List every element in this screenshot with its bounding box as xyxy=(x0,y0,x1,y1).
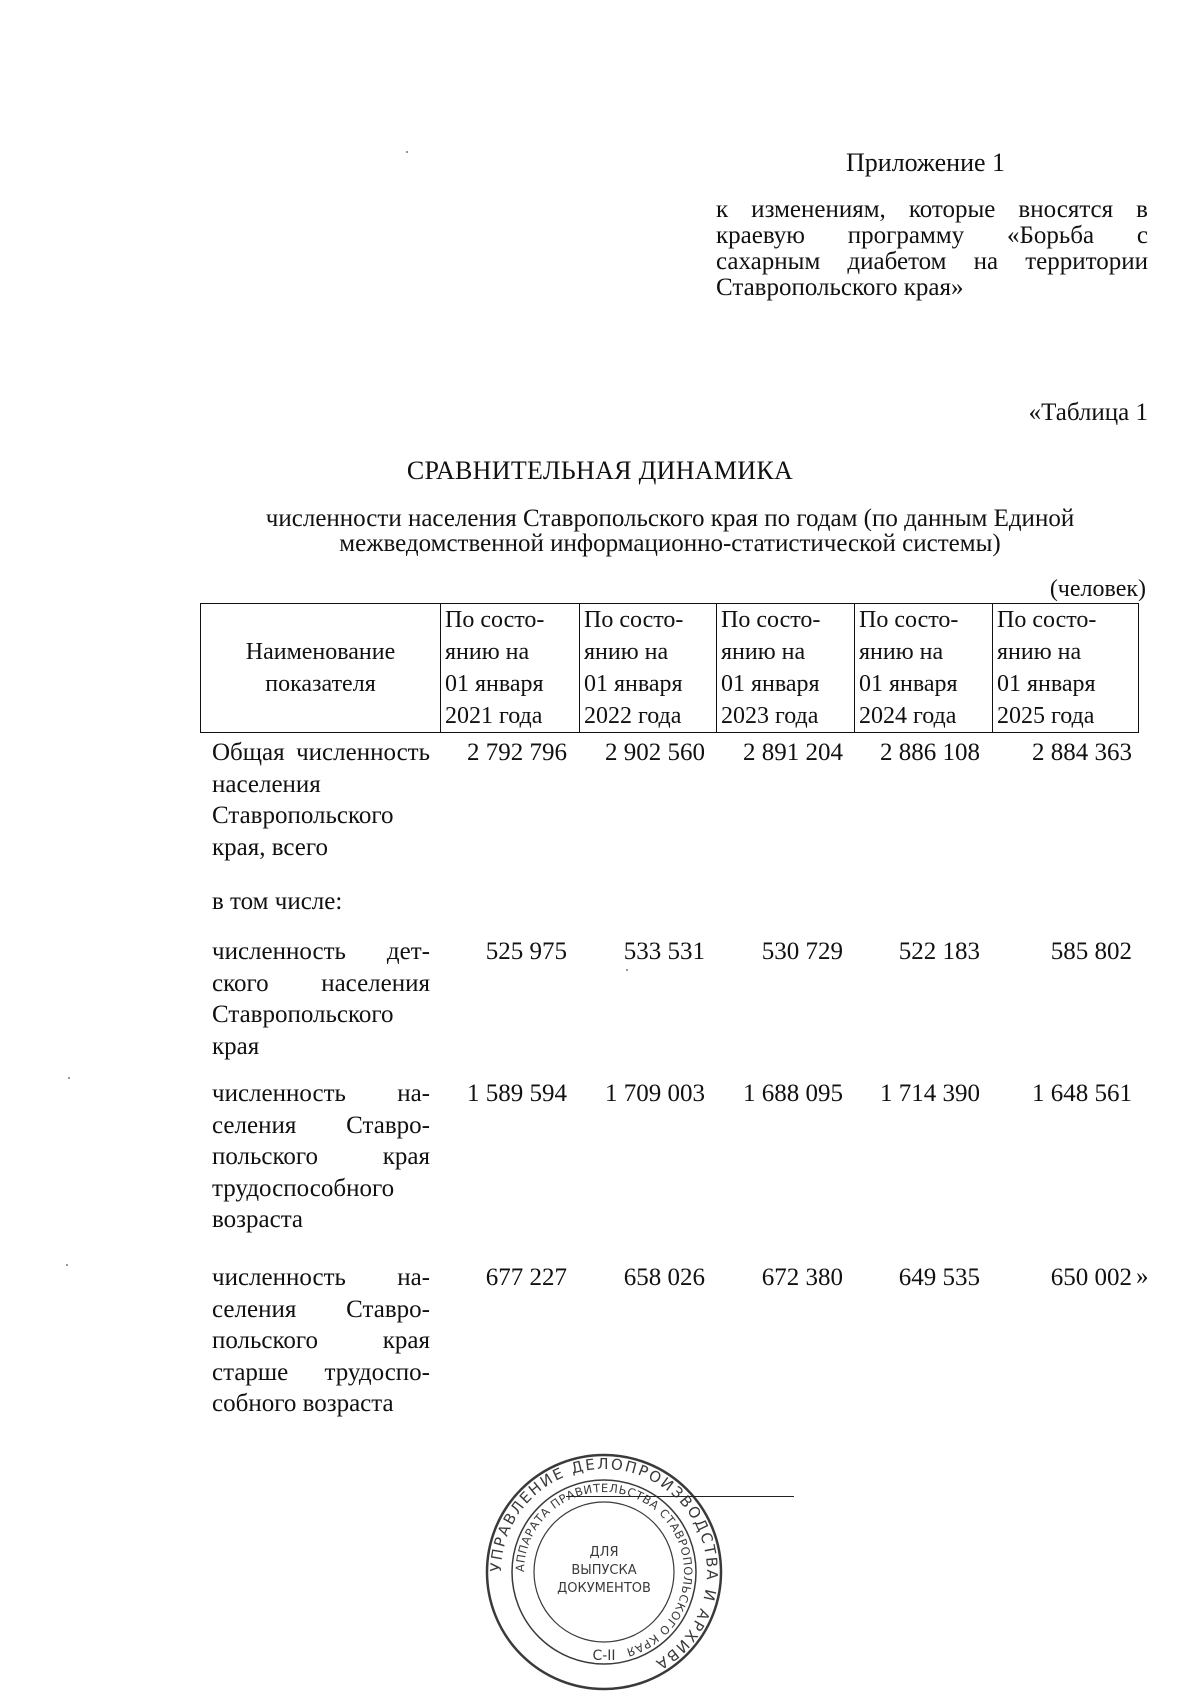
header-name-line-1: Наименование xyxy=(245,639,396,665)
header-text: По состо- xyxy=(997,607,1097,633)
row-label-children: численность детского населения Ставропольского края xyxy=(212,938,430,1060)
scan-speck xyxy=(406,151,408,153)
stamp-outer-text: УПРАВЛЕНИЕ ДЕЛОПРОИЗВОДСТВА И АРХИВА xyxy=(486,1454,722,1675)
stamp-code: С-II xyxy=(592,1648,616,1664)
cell-working-2023: 1 688 095 xyxy=(743,1080,843,1107)
annex-title: Приложение 1 xyxy=(846,148,1006,177)
header-text: 01 января xyxy=(445,671,544,697)
header-text: 01 января xyxy=(859,671,958,697)
subtitle-line-2: межведомственной информационно-статистической системы) xyxy=(339,530,1001,557)
cell-working-2022: 1 709 003 xyxy=(605,1080,705,1107)
header-text: 01 января xyxy=(997,671,1096,697)
header-col-2025 xyxy=(993,604,1139,733)
header-col-2021 xyxy=(441,604,580,733)
official-stamp xyxy=(484,1452,724,1692)
annex-description: к изменениям, которые вносятся в краевую программу «Борьба с сахарным диабетом на территории Ставропольского края» xyxy=(716,196,1148,301)
header-text: янию на xyxy=(721,639,806,665)
header-name-line-2: показателя xyxy=(265,671,376,697)
stamp-inner-text: АППАРАТА ПРАВИТЕЛЬСТВА СТАВРОПОЛЬСКОГО КРАЯ xyxy=(512,1480,696,1660)
cell-total-2022: 2 902 560 xyxy=(605,739,705,766)
header-col-2023 xyxy=(717,604,855,733)
cell-total-2023: 2 891 204 xyxy=(743,739,843,766)
document-subtitle xyxy=(190,506,1150,556)
header-text: По состо- xyxy=(445,607,545,633)
closing-quote-mark: » xyxy=(1136,1263,1149,1290)
header-indicator-name xyxy=(201,604,441,733)
signature-line xyxy=(566,1496,794,1497)
row-label-including: в том числе: xyxy=(212,888,343,915)
cell-working-2021: 1 589 594 xyxy=(467,1080,567,1107)
header-text: По состо- xyxy=(584,607,684,633)
scan-speck xyxy=(626,969,628,971)
subtitle-line-1: численности населения Ставропольского края по годам (по данным Единой xyxy=(265,505,1075,532)
cell-working-2024: 1 714 390 xyxy=(880,1080,980,1107)
header-text: 2025 года xyxy=(997,703,1095,729)
header-text: 2023 года xyxy=(721,703,819,729)
cell-children-2024: 522 183 xyxy=(898,938,980,965)
cell-total-2024: 2 886 108 xyxy=(880,739,980,766)
cell-older-2023: 672 380 xyxy=(761,1264,843,1291)
row-label-working-age: численность населения Ставропольского края трудоспособного возраста xyxy=(212,1080,430,1233)
cell-older-2022: 658 026 xyxy=(623,1264,705,1291)
stamp-center-line-3: ДОКУМЕНТОВ xyxy=(557,1581,651,1596)
scan-speck xyxy=(68,1077,70,1079)
header-col-2024 xyxy=(855,604,993,733)
cell-older-2024: 649 535 xyxy=(898,1264,980,1291)
table-number-label: «Таблица 1 xyxy=(1028,399,1148,426)
document-title: СРАВНИТЕЛЬНАЯ ДИНАМИКА xyxy=(406,456,794,485)
cell-children-2023: 530 729 xyxy=(761,938,843,965)
header-text: 2024 года xyxy=(859,703,957,729)
header-text: янию на xyxy=(859,639,944,665)
scan-speck xyxy=(66,1264,68,1266)
header-text: 01 января xyxy=(584,671,683,697)
header-text: янию на xyxy=(997,639,1082,665)
cell-total-2025: 2 884 363 xyxy=(1032,739,1132,766)
header-text: 2021 года xyxy=(445,703,543,729)
header-text: янию на xyxy=(584,639,669,665)
cell-children-2021: 525 975 xyxy=(485,938,567,965)
table-header xyxy=(200,603,1139,733)
cell-working-2025: 1 648 561 xyxy=(1032,1080,1132,1107)
header-col-2022 xyxy=(580,604,717,733)
cell-children-2022: 533 531 xyxy=(623,938,705,965)
cell-children-2025: 585 802 xyxy=(1050,938,1132,965)
stamp-center-line-1: ДЛЯ xyxy=(589,1545,619,1560)
row-label-older-than-working-age: численность населения Ставропольского края старше трудоспособного возраста xyxy=(212,1264,430,1417)
header-text: 2022 года xyxy=(584,703,682,729)
cell-older-2025: 650 002 xyxy=(1050,1264,1132,1291)
header-text: 01 января xyxy=(721,671,820,697)
header-text: янию на xyxy=(445,639,530,665)
row-label-total-population: Общая численность населения Ставропольского края, всего xyxy=(212,739,430,861)
header-text: По состо- xyxy=(721,607,821,633)
unit-label: (человек) xyxy=(1049,576,1146,602)
cell-older-2021: 677 227 xyxy=(485,1264,567,1291)
stamp-center-line-2: ВЫПУСКА xyxy=(571,1563,637,1578)
cell-total-2021: 2 792 796 xyxy=(467,739,567,766)
header-text: По состо- xyxy=(859,607,959,633)
